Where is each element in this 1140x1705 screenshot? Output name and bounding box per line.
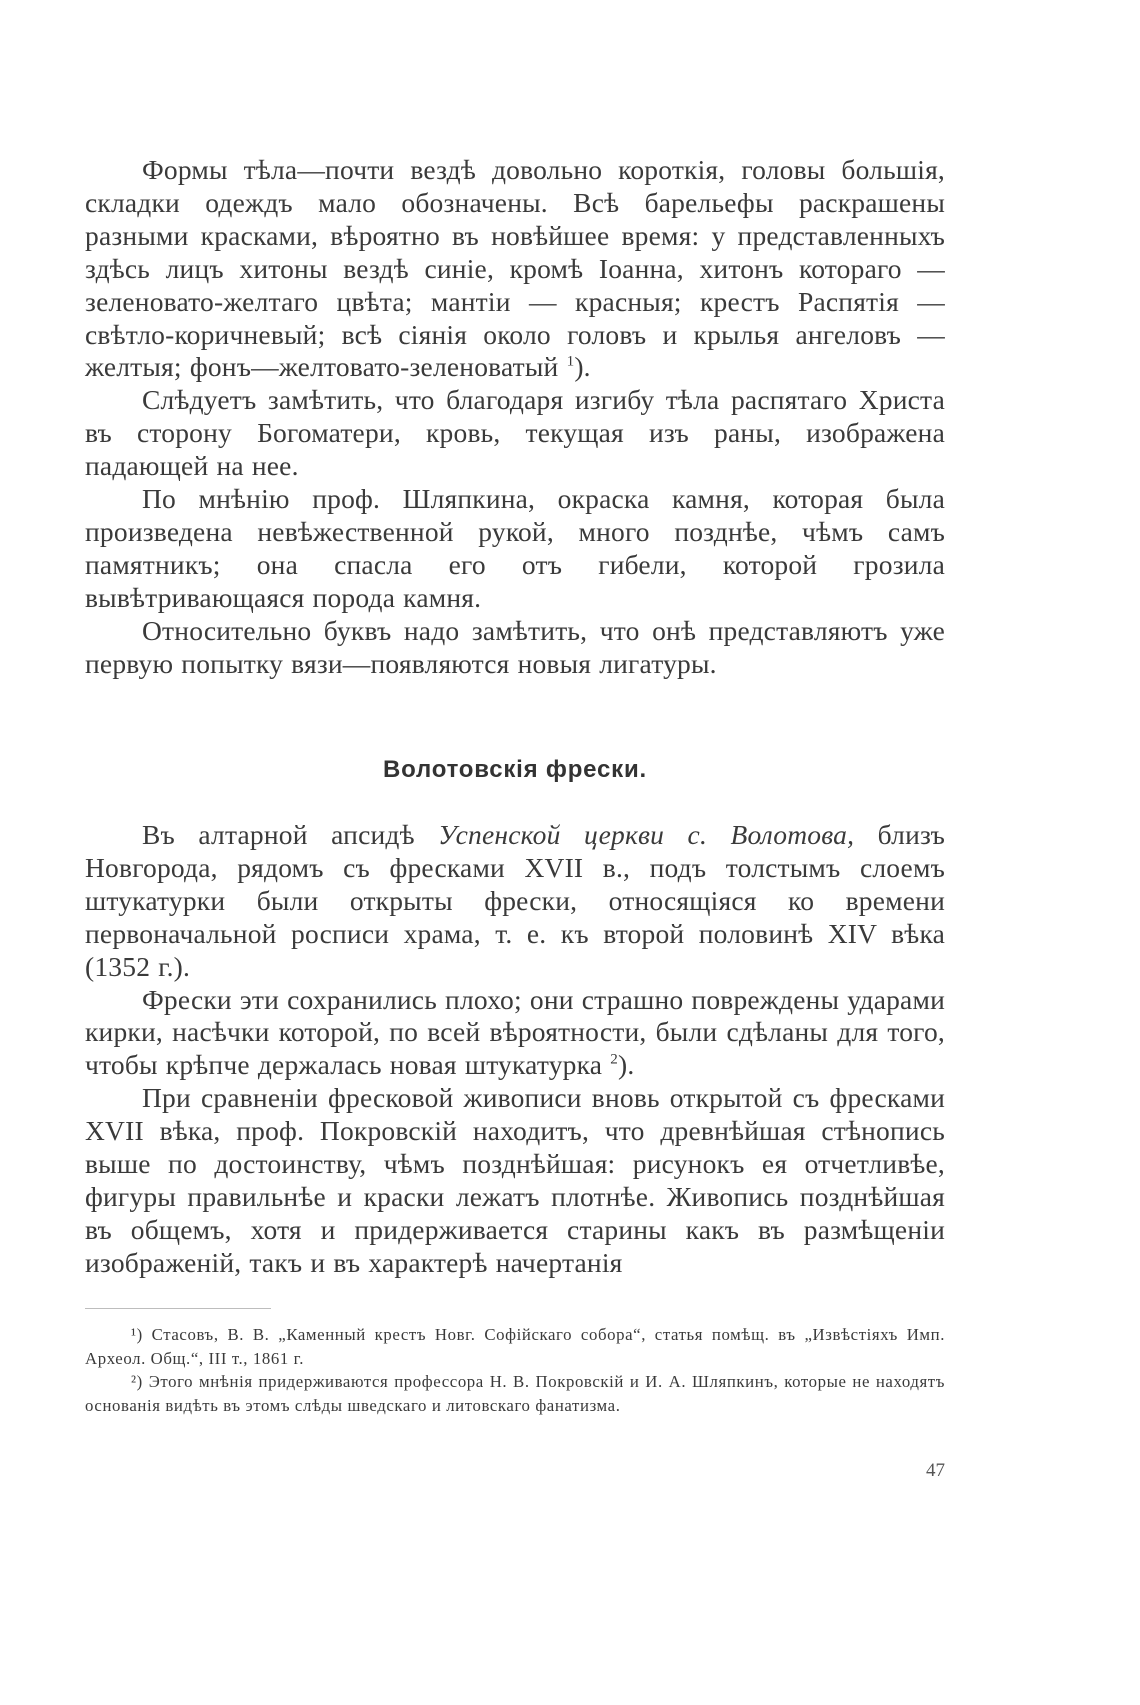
footnote-text: Стасовъ, В. В. „Каменный крестъ Новг. Софійскаго собора“, статья помѣщ. въ „Извѣстіяхъ Имп. Археол. Общ.“, III т., 1861 г. <box>85 1325 946 1368</box>
footnote-ref-2: 2 <box>610 1051 618 1068</box>
ref-close: ). <box>617 1049 635 1081</box>
paragraph-letters: Относительно буквъ надо замѣтить, что онѣ представляютъ уже первую попытку вязи—появляются новыя лигатуры. <box>85 614 945 679</box>
paragraph-shlyapkin: По мнѣнію проф. Шляпкина, окраска камня, которая была произведена невѣжественной рукой, много позднѣе, чѣмъ самъ памятникъ; она спасла его отъ гибели, которой грозила вывѣтривающаяся порода камня. <box>85 483 945 613</box>
page-number: 47 <box>926 1460 945 1481</box>
ref-close: ). <box>574 351 591 383</box>
footnote-ref-1: 1 <box>566 353 575 370</box>
footnote-mark: ²) <box>131 1372 143 1391</box>
footnote-text: Этого мнѣнія придерживаются профессора Н. В. Покровскій и И. А. Шляпкинъ, которые не находятъ основанія видѣть въ этомъ слѣды шведскаго и литовскаго фанатизма. <box>85 1372 946 1415</box>
paragraph-text: Формы тѣла—почти вездѣ довольно короткія, головы большія, складки одеждъ мало обозначены. Всѣ барельефы раскрашены разными красками, вѣроятно въ новѣйшее время: у представленныхъ здѣсь лицъ хитоны вездѣ синіе, кромѣ Іоанна, хитонъ котораго — зеленовато-желтаго цвѣта; мантіи — красныя; крестъ Распятія — свѣтло-коричневый; всѣ сіянія около головъ и крылья ангеловъ — желтыя; фонъ—желтовато-зеленоватый <box>85 154 945 383</box>
section-text-block <box>85 819 945 1280</box>
footnote-2 <box>85 1370 945 1417</box>
top-text-block <box>85 154 945 681</box>
church-name: Успенской церкви с. Волотова, <box>438 819 855 850</box>
footnotes <box>85 1323 945 1417</box>
paragraph-apse <box>85 819 945 984</box>
paragraph-blood: Слѣдуетъ замѣтить, что благодаря изгибу тѣла распятаго Христа въ сторону Богоматери, кровь, текущая изъ раны, изображена падающей на нее. <box>85 384 945 482</box>
paragraph-body-forms <box>85 154 945 384</box>
paragraph-text: близъ Новгорода, рядомъ съ фресками XVII в., подъ толстымъ слоемъ штукатурки были открыты фрески, относящіяся ко времени первоначальной росписи храма, т. е. къ второй половинѣ XIV вѣка (1352 г.). <box>85 819 946 982</box>
paragraph-comparison: При сравненіи фресковой живописи вновь открытой съ фресками XVII вѣка, проф. Покровскій находитъ, что древнѣйшая стѣнопись выше по достоинству, чѣмъ позднѣйшая: рисунокъ ея отчетливѣе, фигуры правильнѣе и краски лежатъ плотнѣе. Живопись позднѣйшая въ общемъ, хотя и придерживается старины какъ въ размѣщеніи изображеній, такъ и въ характерѣ начертанія <box>85 1082 945 1278</box>
paragraph-text: Въ алтарной апсидѣ <box>142 819 415 850</box>
section-heading: Волотовскія фрески. <box>382 756 647 783</box>
paragraph-damage <box>85 984 945 1083</box>
footnote-1 <box>85 1323 945 1370</box>
paragraph-text: Фрески эти сохранились плохо; они страшно повреждены ударами кирки, насѣчки которой, по всей вѣроятности, были сдѣланы для того, чтобы крѣпче держалась новая штукатурка <box>85 983 945 1081</box>
footnote-divider <box>85 1308 271 1309</box>
footnote-mark: ¹) <box>131 1325 143 1344</box>
